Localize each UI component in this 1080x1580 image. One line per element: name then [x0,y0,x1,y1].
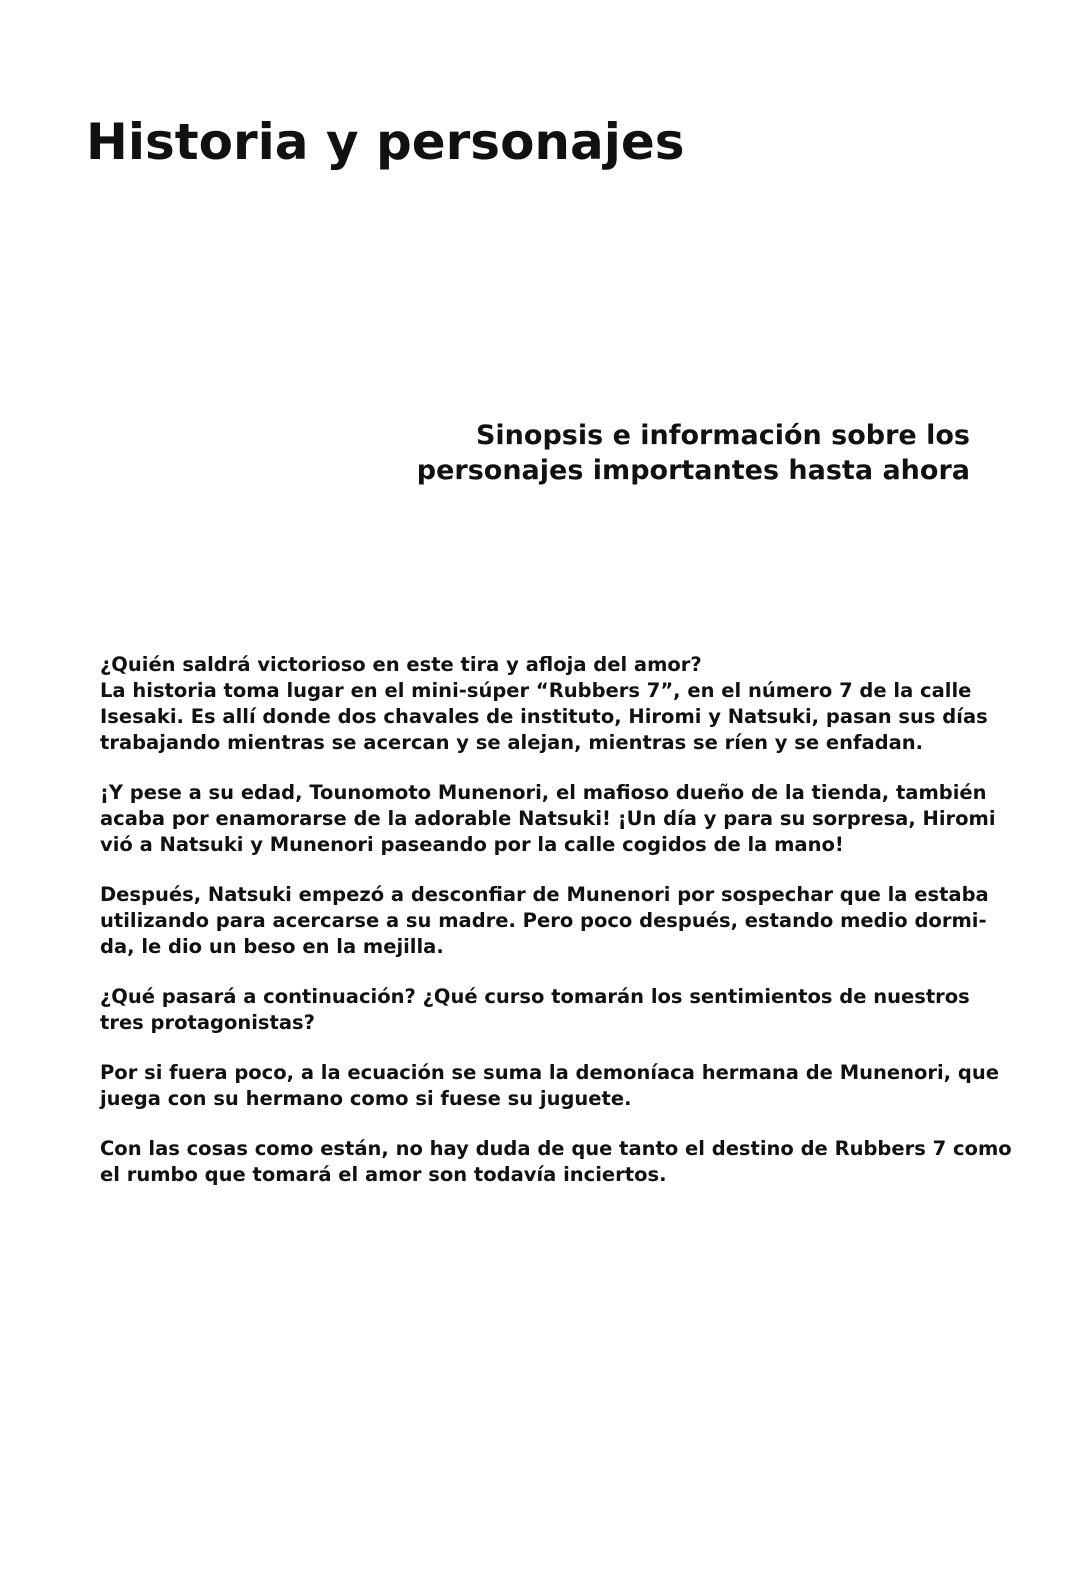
text-line: juega con su hermano como si fuese su juguete. [100,1087,632,1110]
synopsis-paragraph [100,984,990,1036]
text-line: vió a Natsuki y Munenori paseando por la calle cogidos de la mano! [100,833,844,856]
text-line: Después, Natsuki empezó a desconfiar de Munenori por sospechar que la estaba [100,883,989,906]
synopsis-paragraph [100,882,990,960]
text-line: Con las cosas como están, no hay duda de que tanto el destino de Rubbers 7 como [100,1137,1012,1160]
text-line: Isesaki. Es allí donde dos chavales de instituto, Hiromi y Natsuki, pasan sus días [100,705,988,728]
text-line: el rumbo que tomará el amor son todavía inciertos. [100,1163,667,1186]
text-line: ¡Y pese a su edad, Tounomoto Munenori, el mafioso dueño de la tienda, también [100,781,987,804]
synopsis-paragraph [100,780,996,858]
subtitle-line: personajes importantes hasta ahora [416,455,970,486]
page-title: Historia y personajes [86,113,685,171]
text-line: ¿Qué pasará a continuación? ¿Qué curso tomarán los sentimientos de nuestros [100,985,970,1008]
subtitle-line: Sinopsis e información sobre los [475,420,970,451]
text-line: ¿Quién saldrá victorioso en este tira y afloja del amor? [100,653,702,676]
text-line: trabajando mientras se acercan y se alejan, mientras se ríen y se enfadan. [100,731,924,754]
text-line: tres protagonistas? [100,1011,315,1034]
text-line: Por si fuera poco, a la ecuación se suma la demoníaca hermana de Munenori, que [100,1061,999,1084]
page-subtitle [350,418,970,488]
text-line: acaba por enamorarse de la adorable Natsuki! ¡Un día y para su sorpresa, Hiromi [100,807,996,830]
synopsis-paragraph [100,1060,999,1112]
text-line: utilizando para acercarse a su madre. Pero poco después, estando medio dormi- [100,909,987,932]
synopsis-body [100,652,1012,1212]
synopsis-paragraph [100,652,990,756]
text-line: La historia toma lugar en el mini-súper “Rubbers 7”, en el número 7 de la calle [100,679,972,702]
text-line: da, le dio un beso en la mejilla. [100,935,444,958]
synopsis-paragraph [100,1136,1012,1188]
